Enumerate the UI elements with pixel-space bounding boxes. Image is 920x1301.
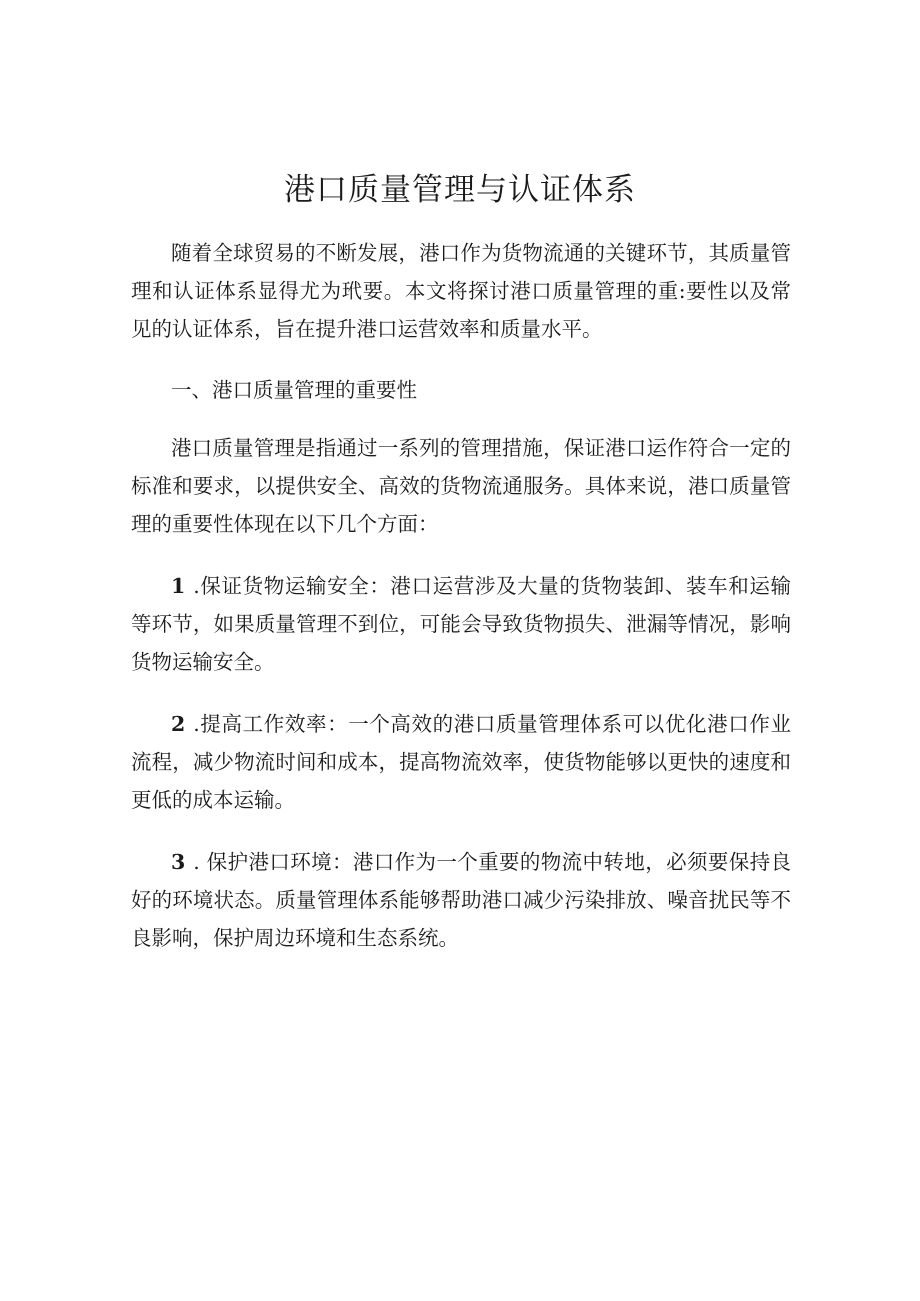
section-paragraph: 港口质量管理是指通过一系列的管理措施，保证港口运作符合一定的标准和要求，以提供安全、高效的货物流通服务。具体来说，港口质量管理的重要性体现在以下几个方面： xyxy=(131,436,791,536)
list-item-text: .保证货物运输安全：港口运营涉及大量的货物装卸、装车和运输等环节，如果质量管理不到位，可能会导致货物损失、泄漏等情况，影响货物运输安全。 xyxy=(131,574,791,674)
list-item-2 xyxy=(131,705,791,819)
section-heading: 一、港口质量管理的重要性 xyxy=(171,378,417,402)
list-item-1 xyxy=(131,567,791,681)
list-item-text: . 保护港口环境：港口作为一个重要的物流中转地，必须要保持良好的环境状态。质量管理体系能够帮助港口减少污染排放、噪音扰民等不良影响，保护周边环境和生态系统。 xyxy=(131,850,791,950)
list-item-3 xyxy=(131,843,791,957)
list-item-number: 2 xyxy=(171,712,186,736)
document-title: 港口质量管理与认证体系 xyxy=(284,172,636,208)
list-item-number: 3 xyxy=(171,850,186,874)
list-item-text: .提高工作效率：一个高效的港口质量管理体系可以优化港口作业流程，减少物流时间和成本，提高物流效率，使货物能够以更快的速度和更低的成本运输。 xyxy=(131,712,791,812)
intro-paragraph: 随着全球贸易的不断发展，港口作为货物流通的关键环节，其质量管理和认证体系显得尤为玳要。本文将探讨港口质量管理的重:要性以及常见的认证体系，旨在提升港口运营效率和质量水平。 xyxy=(131,241,791,341)
list-item-number: 1 xyxy=(171,574,186,598)
